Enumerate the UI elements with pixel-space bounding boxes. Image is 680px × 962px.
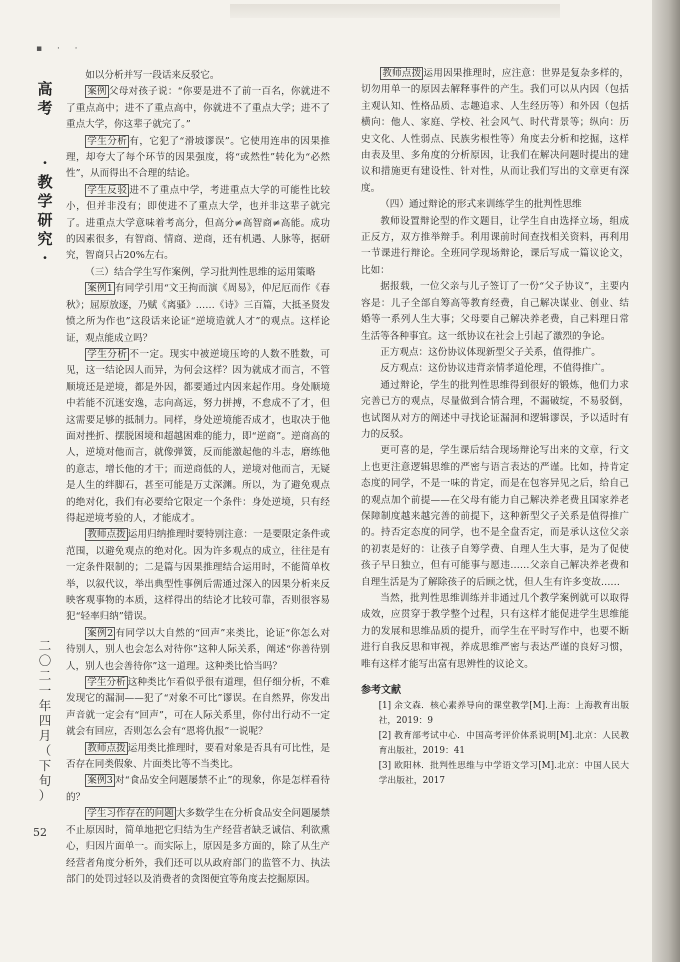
date-char: 四 <box>38 713 52 728</box>
paragraph <box>66 265 330 281</box>
date-char: 旬 <box>38 773 52 788</box>
paragraph <box>66 773 330 806</box>
paragraph-text: 通过辩论，学生的批判性思维得到很好的锻炼，他们力求完善已方的观点，尽量做到合情合理，不漏破绽，不易驳倒，也试图从对方的阐述中寻找论证漏洞和逻辑谬误，予以适时有力的反驳。 <box>361 379 629 440</box>
reference-item: [2] 教育部考试中心．中国高考评价体系说明[M].北京：人民教育出版社，2019：41 <box>378 731 629 757</box>
paragraph-text: （三）结合学生写作案例，学习批判性思维的运用策略 <box>85 266 316 278</box>
paragraph-text: 不一定。现实中被逆境压垮的人数不胜数，可见，这一结论因人而异，为何会这样？因为就成才而言，不管顺境还是逆境，都是外因，都要通过内因来起作用。身处顺境中若能不沉迷安逸，志向高远，努力拼搏，不怠成不了才，但这需要足够的抵制力。同样，身处逆境能否成才，也取决于他面对挫折、摆脱困境和超越困难的能力，即“逆商”。逆商高的人，逆境对他而言，就像弹簧，反而能激起他的斗志，磨练他的意志，增长他的才干；而逆商低的人，逆境对他而言，无疑是人生的绊脚石，甚至可能是万丈深渊。所以，为了避免观点的绝对化，我们有必要给它限定一个条件：身处逆境，只有经得起逆境考验的人，才能成才。 <box>66 348 331 524</box>
paragraph-text: 当然，批判性思维训练并非通过几个教学案例就可以取得成效，应贯穿于教学整个过程，只有这样才能促进学生思维能力的发展和思维品质的提升，而学生在平时写作中，也要不断进行自我反思和审视，养成思维严密与表达严谨的良好习惯，唯有这样才能写出富有思辨性的议论文。 <box>361 593 629 670</box>
paragraph-text: 这种类比乍看似乎很有道理，但仔细分析，不难发现它的漏洞——犯了“对象不可比”谬误。在自然界，你发出声音就一定会有“回声”，可在人际关系里，你付出行动不一定就会有回应，否则怎么会有“恩将仇报”一说呢？ <box>66 677 331 738</box>
paragraph-text: 有，它犯了“滑坡谬误”。它使用连串的因果推理，却夸大了每个环节的因果强度，将“或然性”转化为“必然性”，从而得出不合理的结论。 <box>66 135 331 180</box>
paragraph <box>66 626 330 675</box>
date-char: 〇 <box>38 653 52 668</box>
paragraph-text: 正方观点：这份协议体现新型父子关系，值得推广。 <box>380 346 601 358</box>
book-spine <box>652 0 680 962</box>
side-char: 究 <box>37 230 53 248</box>
paragraph-text: 反方观点：这份协议违背亲情孝道伦理，不值得推广。 <box>380 363 611 375</box>
reference-item: [1] 余文森．核心素养导向的课堂教学[M].上海：上海教育出版社，2019：9 <box>378 701 629 727</box>
paragraph <box>361 66 629 197</box>
side-char: 教 <box>37 173 53 191</box>
paragraph <box>66 134 330 183</box>
case-tag: 案例 <box>87 86 107 98</box>
paragraph <box>361 443 629 591</box>
case-tag: 学生分析 <box>87 677 126 689</box>
paragraph-text: 进不了重点中学，考进重点大学的可能性比较小，但并非没有；即使进不了重点大学，也并非这辈子就完了。进重点大学意味着考高分，但高分≠高智商≠高能。成功的因素很多，有智商、情商、逆商，还有机遇、人脉等，据研究，智商只占20%左右。 <box>66 184 331 262</box>
case-tag: 教师点拨 <box>87 529 126 541</box>
date-char: 下 <box>38 758 52 773</box>
case-tag: 案例2 <box>87 627 114 639</box>
right-text-column <box>361 66 629 789</box>
paragraph <box>361 279 629 345</box>
paragraph-text: 据报载，一位父亲与儿子签订了一份“父子协议”，主要内容是：儿子全部自筹高等教育经费，自己解决谋业、创业、结婚等一系列人生大事；父母要自己解决养老费，自己料理日常生活等各种事宜。这一纸协议在社会上引起了激烈的争论。 <box>361 281 629 342</box>
case-tag: 学生分析 <box>87 135 128 147</box>
paragraph <box>66 183 330 265</box>
issue-date <box>35 638 55 803</box>
paragraph <box>361 361 629 377</box>
paragraph-text: 更可喜的是，学生课后结合现场辩论写出来的文章，行文上也更注意逻辑思维的严密与语言表达的严谨。比如，持肯定态度的同学，不是一味的肯定，而是在包容异见之后，给自己的观点加个前提——在父母有能力自己解决养老费且国家养老保障制度越来越完善的前提下，这种新型父子关系是值得推广的。持否定态度的同学，也不是全盘否定，而是承认这位父亲的初衷是好的：让孩子自筹学费、自理人生大事，是为了促使孩子早日独立，但有可能事与愿违……父亲自己解决养老费和自理生活是为了解除孩子的后顾之忧，但人生有许多变故…… <box>361 445 629 588</box>
date-char: （ <box>38 743 52 758</box>
side-char: 考 <box>37 99 53 117</box>
paragraph-text: 运用类比推理时，要看对象是否具有可比性，是否存在同类假象、片面类比等不当类比。 <box>66 742 331 771</box>
side-char: 高 <box>37 80 53 98</box>
reference-item: [3] 欧阳林．批判性思维与中学语文学习[M].北京：中国人民大学出版社，2017 <box>378 761 629 787</box>
paragraph <box>361 345 629 361</box>
paragraph <box>361 378 629 444</box>
page-number: 52 <box>33 826 47 839</box>
paragraph-text: 运用因果推理时，应注意：世界是复杂多样的，切勿用单一的原因去解释事件的产生。我们可以从内因（包括主观认知、性格品质、志趣追求、人生经历等）和外因（包括横向：他人、家庭、学校、社会风气、时代背景等；纵向：历史文化、人性弱点、民族劣根性等）角度去分析和挖掘，这样由表及里、多角度的分析原因，让我们在解决问题时提出的建议和措施更有建设性、针对性，从而让我们写出的文章更有深度。 <box>361 68 629 194</box>
paragraph-text: 有同学引用“文王拘而演《周易》，仲尼厄而作《春秋》；屈原放逐，乃赋《离骚》……《诗》三百篇，大抵圣贤发愤之所为作也”这段话来论证“逆境造就人才”的观点。这样论证，观点能成立吗？ <box>66 283 330 344</box>
paragraph <box>66 281 330 347</box>
case-tag: 案例1 <box>87 283 113 295</box>
date-char: 一 <box>38 683 52 698</box>
date-char: ） <box>38 788 52 803</box>
left-text-column <box>66 68 330 888</box>
side-char: · <box>42 154 48 172</box>
paragraph-text: 大多数学生在分析食品安全问题屡禁不止原因时，简单地把它归结为生产经营者缺乏诚信、利欲熏心，归因片面单一。而实际上，原因是多方面的，除了从生产经营者角度分析外，我们还可以从政府部门的监管不力、执法部门的处罚过轻以及消费者的贪图便宜等角度去挖掘原因。 <box>66 808 331 885</box>
case-tag: 学生分析 <box>87 348 128 360</box>
case-tag: 学生反驳 <box>87 184 128 196</box>
scan-smudge <box>230 4 560 18</box>
paragraph <box>361 214 629 280</box>
case-tag: 教师点拨 <box>382 68 422 79</box>
case-tag: 学生习作存在的问题 <box>87 808 174 820</box>
paragraph <box>66 806 330 888</box>
paragraph <box>66 347 330 527</box>
references-title: 参考文献 <box>361 685 401 697</box>
side-char: 学 <box>37 192 53 210</box>
paragraph <box>66 68 330 84</box>
date-char: 月 <box>38 728 52 743</box>
case-tag: 教师点拨 <box>87 742 126 754</box>
paragraph-text: 有同学以大自然的“回声”来类比，论证“你怎么对待别人，别人也会怎么对待你”这种人际关系，阐述“你善待别人，别人也会善待你”这一道理。这种类比恰当吗？ <box>66 627 330 672</box>
paragraph-text: 父母对孩子说：“你要是进不了前一百名，你就进不了重点高中；进不了重点高中，你就进不了重点大学；进不了重点大学，你这辈子就完了。” <box>66 86 331 131</box>
top-marks: ▪ · · <box>36 44 84 54</box>
paragraph-text: （四）通过辩论的形式来训练学生的批判性思维 <box>380 199 582 211</box>
paragraph-text: 如以分析并写一段话来反驳它。 <box>85 70 220 81</box>
paragraph-text: 对“食品安全问题屡禁不止”的现象，你是怎样看待的？ <box>66 775 331 803</box>
paragraph <box>66 675 330 741</box>
date-char: 二 <box>38 668 52 683</box>
date-char: 二 <box>38 638 52 653</box>
paragraph <box>66 741 330 774</box>
side-column-title <box>33 80 57 268</box>
paragraph <box>361 591 629 673</box>
paragraph <box>361 197 629 213</box>
date-char: 年 <box>38 698 52 713</box>
paragraph <box>66 527 330 625</box>
side-char: · <box>42 249 48 267</box>
paragraph-text: 运用归纳推理时要特别注意：一是要限定条件或范围，以避免观点的绝对化。因为许多观点的成立，往往是有一定条件限制的；二是篇与因果推理结合运用时，不能简单枚举，以叙代议，举出典型性事例后需通过深入的因果分析来反映客观事物的本质，这样得出的结论才比较可靠，否则很容易犯“轻率归纳”错误。 <box>66 529 331 623</box>
case-tag: 案例3 <box>87 775 113 787</box>
paragraph <box>66 84 330 133</box>
paragraph-text: 教师设置辩论型的作文题目，让学生自由选择立场，组成正反方，双方推举辩手。利用课前时间查找相关资料，再利用一节课进行辩论。全班同学现场辩论，课后写成一篇议论文，比如： <box>361 215 629 276</box>
side-char: 研 <box>37 211 53 229</box>
